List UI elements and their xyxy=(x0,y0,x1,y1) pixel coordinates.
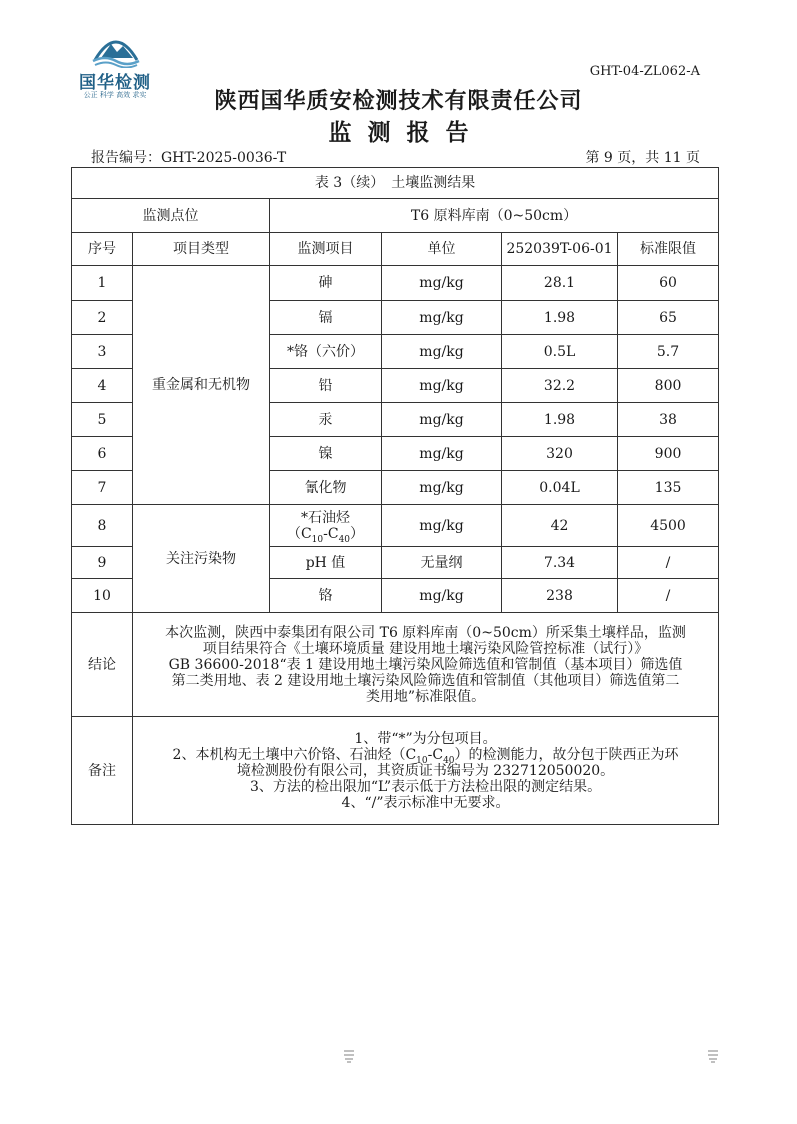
item-subscript: 10 xyxy=(311,534,324,545)
col-header-sample: 252039T-06-01 xyxy=(502,233,618,266)
row-item: 氰化物 xyxy=(270,471,382,505)
row-result: 32.2 xyxy=(502,369,618,403)
row-unit: mg/kg xyxy=(382,301,502,335)
remark-part: 2、本机构无土壤中六价铬、石油烃（C xyxy=(172,746,417,763)
remarks-label: 备注 xyxy=(72,717,133,825)
remarks-text xyxy=(133,717,719,825)
company-name: 陕西国华质安检测技术有限责任公司 xyxy=(214,89,583,114)
row-item: 铅 xyxy=(270,369,382,403)
row-result: 238 xyxy=(502,579,618,613)
remark-line: 4、“/”表示标准中无要求。 xyxy=(341,794,510,811)
row-limit: 38 xyxy=(618,403,719,437)
row-limit: / xyxy=(618,579,719,613)
row-limit: 135 xyxy=(618,471,719,505)
table-row xyxy=(72,266,719,301)
item-part: -C xyxy=(323,525,339,542)
report-title: 监测报告 xyxy=(328,120,485,146)
row-unit: mg/kg xyxy=(382,266,502,301)
site-label: 监测点位 xyxy=(72,199,270,233)
row-no: 6 xyxy=(72,437,133,471)
row-result: 7.34 xyxy=(502,547,618,579)
row-result: 28.1 xyxy=(502,266,618,301)
conclusion-label: 结论 xyxy=(72,613,133,717)
row-no: 10 xyxy=(72,579,133,613)
row-result: 1.98 xyxy=(502,301,618,335)
item-part: ） xyxy=(350,525,365,542)
group-type-heavy-metals: 重金属和无机物 xyxy=(133,266,270,505)
table-caption-row xyxy=(72,168,719,199)
col-header-item: 监测项目 xyxy=(270,233,382,266)
logo-slogan: 公正 科学 高效 求实 xyxy=(83,91,147,99)
conclusion-row xyxy=(72,613,719,717)
row-result: 0.04L xyxy=(502,471,618,505)
site-value: T6 原料库南（0~50cm） xyxy=(270,199,719,233)
seal-fragment-icon xyxy=(706,1048,720,1064)
col-header-no: 序号 xyxy=(72,233,133,266)
conclusion-line: GB 36600-2018“表 1 建设用地土壤污染风险筛选值和管制值（基本项目）筛选值 xyxy=(168,656,683,673)
row-limit: 5.7 xyxy=(618,335,719,369)
row-no: 2 xyxy=(72,301,133,335)
row-no: 4 xyxy=(72,369,133,403)
table-caption: 表 3（续） 土壤监测结果 xyxy=(72,168,719,199)
group-type-pollutants: 关注污染物 xyxy=(133,505,270,613)
item-part: （C xyxy=(286,525,312,542)
row-no: 7 xyxy=(72,471,133,505)
row-limit: 60 xyxy=(618,266,719,301)
logo-name: 国华检测 xyxy=(79,73,151,93)
row-result: 0.5L xyxy=(502,335,618,369)
table-header-row xyxy=(72,233,719,266)
site-row xyxy=(72,199,719,233)
table-row xyxy=(72,505,719,547)
row-unit: mg/kg xyxy=(382,369,502,403)
row-unit: mg/kg xyxy=(382,505,502,547)
row-unit: mg/kg xyxy=(382,335,502,369)
conclusion-line: 本次监测，陕西中泰集团有限公司 T6 原料库南（0~50cm）所采集土壤样品，监测 xyxy=(165,624,686,641)
remarks-row xyxy=(72,717,719,825)
conclusion-line: 第二类用地、表 2 建设用地土壤污染风险筛选值和管制值（其他项目）筛选值第二 xyxy=(171,672,680,689)
row-result: 320 xyxy=(502,437,618,471)
row-item: 汞 xyxy=(270,403,382,437)
row-limit: / xyxy=(618,547,719,579)
row-limit: 65 xyxy=(618,301,719,335)
row-item: *铬（六价） xyxy=(270,335,382,369)
row-result: 42 xyxy=(502,505,618,547)
row-no: 8 xyxy=(72,505,133,547)
col-header-type: 项目类型 xyxy=(133,233,270,266)
remark-part: ）的检测能力，故分包于陕西正为环 xyxy=(454,746,679,763)
remark-line xyxy=(137,746,714,766)
mountain-river-logo-icon xyxy=(87,30,145,68)
page-info: 第 9 页，共 11 页 xyxy=(585,150,700,166)
row-item: pH 值 xyxy=(270,547,382,579)
remark-subscript: 40 xyxy=(443,755,455,766)
remark-line: 境检测股份有限公司，其资质证书编号为 232712050020。 xyxy=(236,762,615,779)
row-item: 铬 xyxy=(270,579,382,613)
row-item xyxy=(270,505,382,547)
conclusion-line: 项目结果符合《土壤环境质量 建设用地土壤污染风险管控标准（试行）》 xyxy=(202,640,649,657)
row-unit: mg/kg xyxy=(382,471,502,505)
row-limit: 800 xyxy=(618,369,719,403)
row-limit: 900 xyxy=(618,437,719,471)
item-name-line2 xyxy=(274,525,377,545)
row-unit: mg/kg xyxy=(382,437,502,471)
remark-part: -C xyxy=(427,746,444,763)
item-subscript: 40 xyxy=(338,534,351,545)
row-item: 砷 xyxy=(270,266,382,301)
row-no: 5 xyxy=(72,403,133,437)
conclusion-line: 类用地”标准限值。 xyxy=(365,688,486,705)
conclusion-text xyxy=(133,613,719,717)
remark-line: 3、方法的检出限加“L”表示低于方法检出限的测定结果。 xyxy=(249,778,602,795)
row-item: 镍 xyxy=(270,437,382,471)
row-item: 镉 xyxy=(270,301,382,335)
row-unit: mg/kg xyxy=(382,403,502,437)
seal-fragment-icon xyxy=(342,1048,356,1064)
col-header-limit: 标准限值 xyxy=(618,233,719,266)
form-code: GHT-04-ZL062-A xyxy=(589,64,700,79)
row-no: 3 xyxy=(72,335,133,369)
remark-line: 1、带“*”为分包项目。 xyxy=(354,730,497,747)
soil-results-table xyxy=(71,167,719,825)
remark-subscript: 10 xyxy=(416,755,428,766)
row-limit: 4500 xyxy=(618,505,719,547)
row-no: 9 xyxy=(72,547,133,579)
report-number: 报告编号：GHT-2025-0036-T xyxy=(91,150,287,166)
row-no: 1 xyxy=(72,266,133,301)
row-result: 1.98 xyxy=(502,403,618,437)
col-header-unit: 单位 xyxy=(382,233,502,266)
row-unit: mg/kg xyxy=(382,579,502,613)
row-unit: 无量纲 xyxy=(382,547,502,579)
item-name-line1: *石油烃 xyxy=(301,509,350,526)
